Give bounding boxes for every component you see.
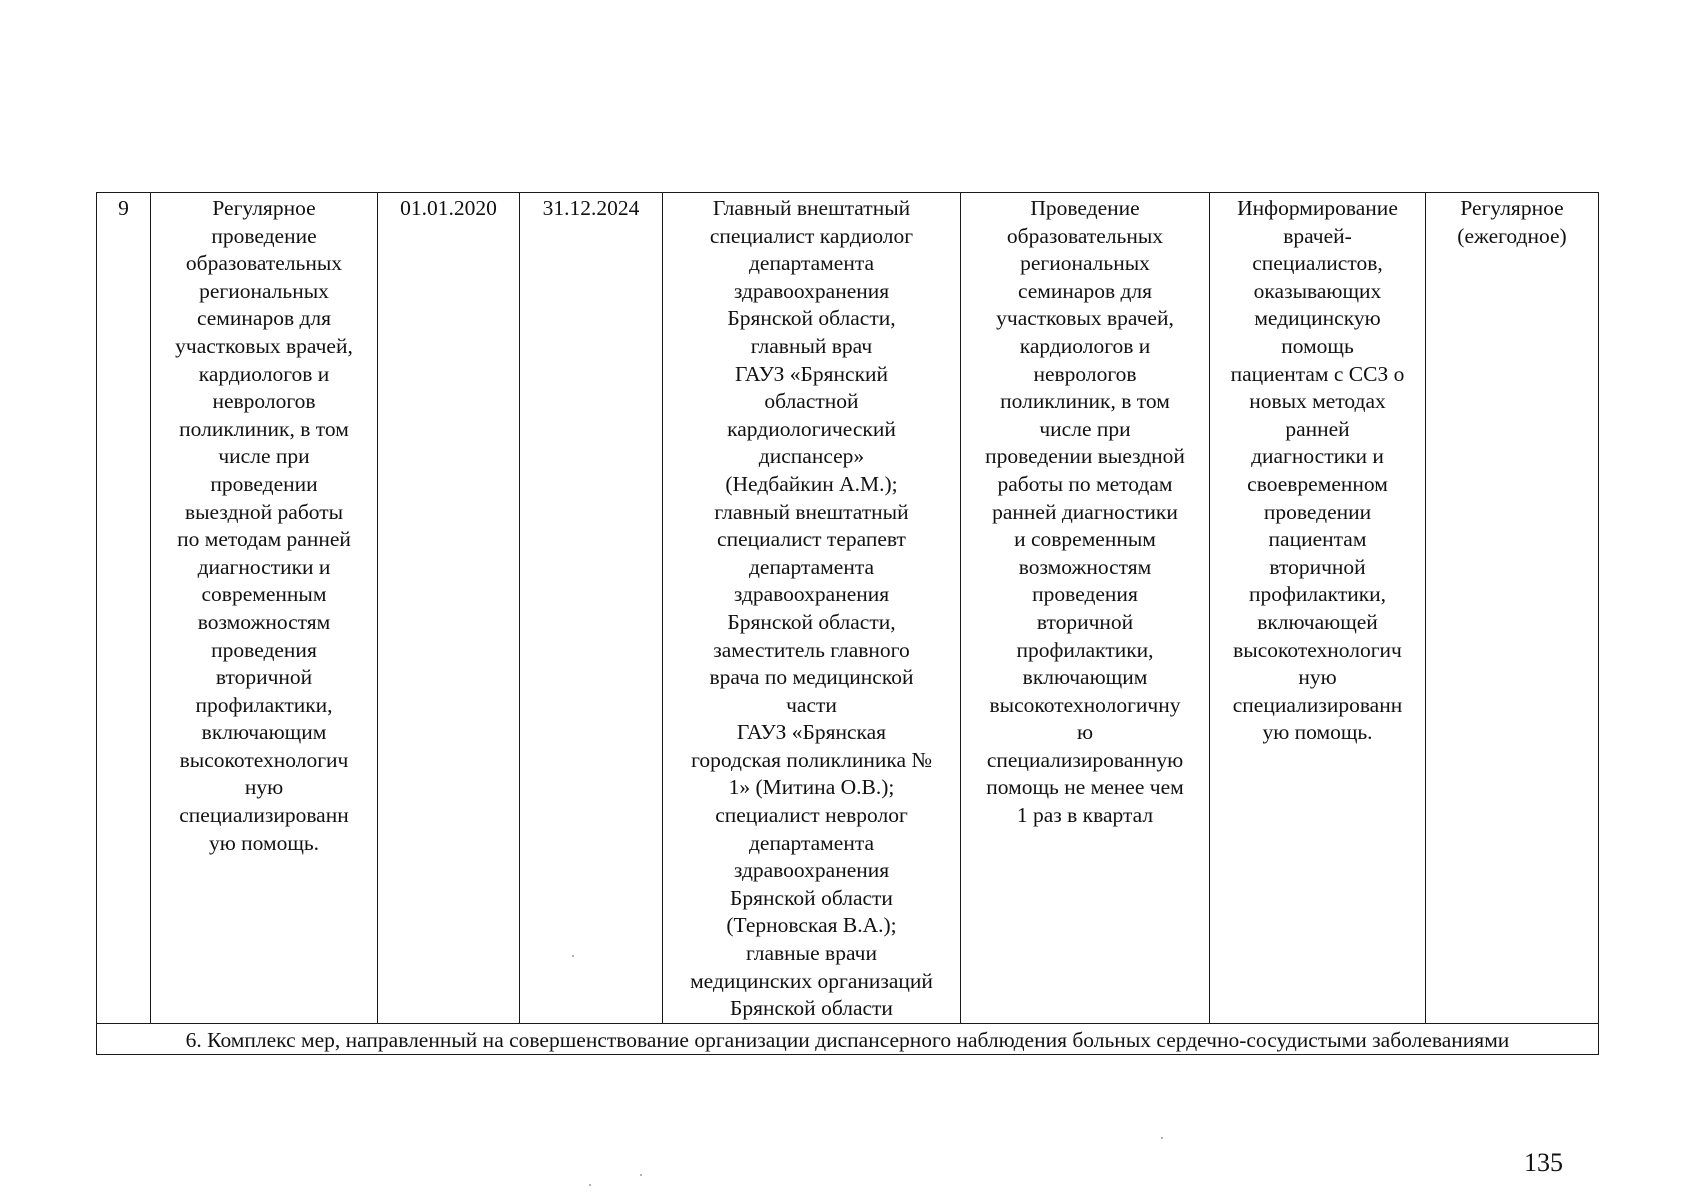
table-row (97, 193, 1599, 1024)
scan-speck (589, 1184, 591, 1186)
scan-speck (572, 955, 574, 957)
responsible-cell: Главный внештатный специалист кардиолог департамента здравоохранения Брянской области, главный врач ГАУЗ «Брянский областной кардиологический диспансер» (Недбайкин А.М.); главный внештатный специалист терапевт департамента здравоохранения Брянской области, заместитель главного врача по медицинской части ГАУЗ «Брянская городская поликлиника № 1» (Митина О.В.); специалист невролог департамента здравоохранения Брянской области (Терновская В.А.); главные врачи медицинских организаций Брянской области (663, 193, 961, 1024)
frequency-cell: Регулярное (ежегодное) (1426, 193, 1599, 1024)
scan-speck (640, 1174, 642, 1176)
scan-speck (1161, 1137, 1163, 1139)
section-title: 6. Комплекс мер, направленный на совершенствование организации диспансерного наблюдения больных сердечно-сосудистыми заболеваниями (97, 1023, 1599, 1054)
indicator-cell: Информирование врачей- специалистов, оказывающих медицинскую помощь пациентам с ССЗ о новых методах ранней диагностики и своевременном проведении пациентам вторичной профилактики, включающей высокотехнологич ную специализированн ую помощь. (1210, 193, 1426, 1024)
start-date-cell: 01.01.2020 (378, 193, 520, 1024)
page-number: 135 (1524, 1148, 1563, 1177)
event-cell: Регулярное проведение образовательных региональных семинаров для участковых врачей, кардиологов и неврологов поликлиник, в том числе при проведении выездной работы по методам ранней диагностики и современным возможностям проведения вторичной профилактики, включающим высокотехнологич ную специализированн ую помощь. (151, 193, 378, 1024)
section-row (97, 1023, 1599, 1054)
action-plan-table (96, 192, 1599, 1055)
end-date-cell: 31.12.2024 (520, 193, 663, 1024)
result-cell: Проведение образовательных региональных семинаров для участковых врачей, кардиологов и неврологов поликлиник, в том числе при проведении выездной работы по методам ранней диагностики и современным возможностям проведения вторичной профилактики, включающим высокотехнологичну ю специализированную помощь не менее чем 1 раз в квартал (961, 193, 1210, 1024)
row-number: 9 (97, 193, 151, 1024)
